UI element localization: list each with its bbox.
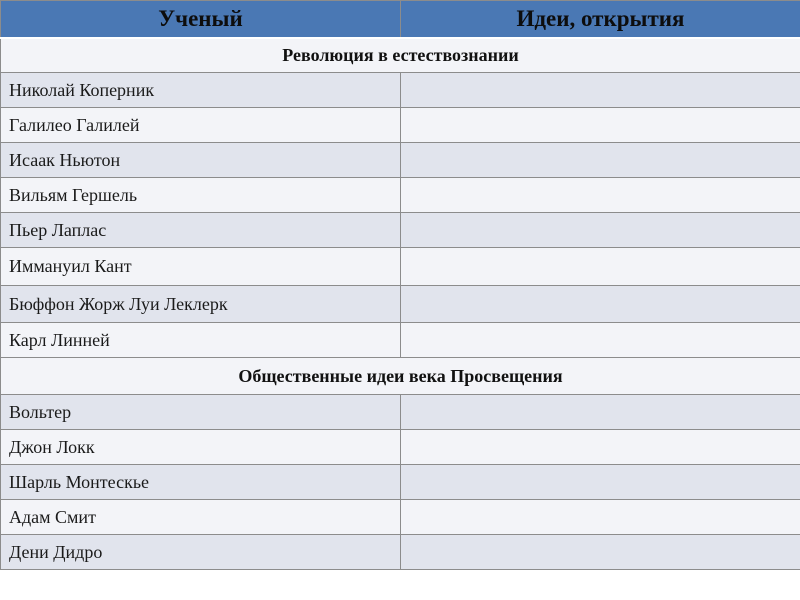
table-row	[1, 323, 800, 358]
scientist-name: Вольтер	[1, 395, 401, 430]
table-row	[1, 430, 800, 465]
scientist-name: Иммануил Кант	[1, 248, 401, 286]
table-row	[1, 248, 800, 286]
idea-cell[interactable]	[401, 143, 800, 178]
table-row	[1, 73, 800, 108]
idea-cell[interactable]	[401, 465, 800, 500]
idea-cell[interactable]	[401, 73, 800, 108]
table-row	[1, 286, 800, 323]
scientist-name: Джон Локк	[1, 430, 401, 465]
idea-cell[interactable]	[401, 535, 800, 570]
section-title-natural-science: Революция в естествознании	[1, 38, 800, 73]
section-title-enlightenment: Общественные идеи века Просвещения	[1, 358, 800, 395]
table-row	[1, 108, 800, 143]
header-scientist: Ученый	[1, 1, 401, 39]
scientist-name: Галилео Галилей	[1, 108, 401, 143]
scientist-name: Карл Линней	[1, 323, 401, 358]
idea-cell[interactable]	[401, 286, 800, 323]
scientist-name: Адам Смит	[1, 500, 401, 535]
scientist-name: Исаак Ньютон	[1, 143, 401, 178]
idea-cell[interactable]	[401, 248, 800, 286]
idea-cell[interactable]	[401, 430, 800, 465]
scientist-name: Бюффон Жорж Луи Леклерк	[1, 286, 401, 323]
idea-cell[interactable]	[401, 178, 800, 213]
scientist-name: Вильям Гершель	[1, 178, 401, 213]
table-row	[1, 500, 800, 535]
header-ideas: Идеи, открытия	[401, 1, 800, 39]
idea-cell[interactable]	[401, 395, 800, 430]
table-row	[1, 395, 800, 430]
table-header-row	[1, 1, 800, 39]
idea-cell[interactable]	[401, 323, 800, 358]
section-row	[1, 38, 800, 73]
table-row	[1, 213, 800, 248]
table-row	[1, 143, 800, 178]
idea-cell[interactable]	[401, 500, 800, 535]
scientist-name: Пьер Лаплас	[1, 213, 401, 248]
scientist-name: Шарль Монтескье	[1, 465, 401, 500]
scientist-name: Николай Коперник	[1, 73, 401, 108]
scientist-name: Дени Дидро	[1, 535, 401, 570]
idea-cell[interactable]	[401, 213, 800, 248]
table-row	[1, 465, 800, 500]
table-row	[1, 535, 800, 570]
idea-cell[interactable]	[401, 108, 800, 143]
section-row	[1, 358, 800, 395]
table-row	[1, 178, 800, 213]
